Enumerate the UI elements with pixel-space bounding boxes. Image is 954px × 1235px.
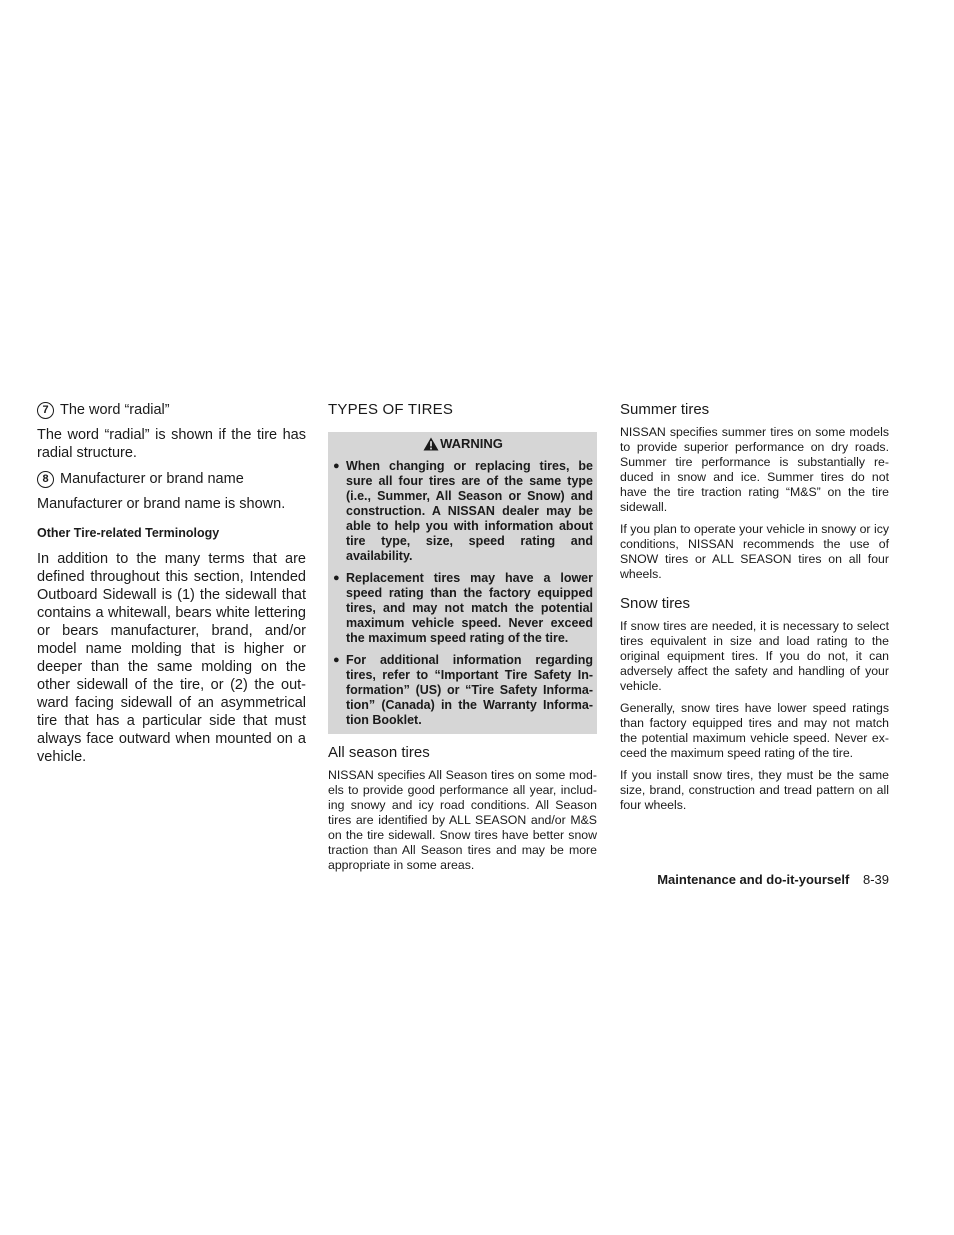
terminology-heading: Other Tire-related Terminology bbox=[37, 526, 220, 540]
snow-paragraph-2: Generally, snow tires have lower speed ratings than factory equipped tires and may not match the potential maximum vehicle speed. Never ex-ceed the maximum speed rating of the tire. bbox=[620, 701, 889, 760]
section-title: TYPES OF TIRES bbox=[328, 401, 454, 418]
warning-item-text: When changing or replacing tires, be sure all four tires are of the same type (i.e., Summer, All Season or Snow) and construction. A NISSAN dealer may be able to help you with information about tire type, size, speed rating and availability. bbox=[346, 459, 593, 563]
warning-item bbox=[333, 571, 593, 646]
snow-paragraph-1: If snow tires are needed, it is necessary to select tires equivalent in size and load rating to the original equipment tires. If you do not, it can adversely affect the safety and handling of your vehicle. bbox=[620, 619, 889, 693]
bullet-icon: ● bbox=[333, 654, 340, 666]
page-footer bbox=[657, 872, 889, 888]
warning-label: WARNING bbox=[440, 436, 503, 451]
warning-item bbox=[333, 459, 593, 564]
item-7-text: The word “radial” is shown if the tire has radial structure. bbox=[37, 427, 306, 461]
bullet-icon: ● bbox=[333, 572, 340, 584]
warning-triangle-icon bbox=[423, 437, 439, 451]
terminology-text: In addition to the many terms that are defined throughout this section, Intended Outboard Sidewall is (1) the sidewall that contains a whitewall, bears white lettering or bears manufacturer, brand, and/or model name molding that is higher or deeper than the same molding on the other sidewall of the tire, or (2) the out-ward facing sidewall of an asymmetrical tire that has a particular side that must always face outward when mounted on a vehicle. bbox=[37, 551, 306, 765]
item-7-heading bbox=[37, 401, 306, 419]
bullet-icon: ● bbox=[333, 460, 340, 472]
page-number: 8-39 bbox=[862, 872, 889, 887]
snow-heading: Snow tires bbox=[620, 595, 691, 612]
snow-paragraph-3: If you install snow tires, they must be the same size, brand, construction and tread pattern on all four wheels. bbox=[620, 768, 889, 812]
circled-number-7: 7 bbox=[37, 402, 54, 419]
item-8-text: Manufacturer or brand name is shown. bbox=[37, 496, 286, 512]
circled-number-8: 8 bbox=[37, 471, 54, 488]
item-8-title: Manufacturer or brand name bbox=[60, 471, 244, 487]
warning-box bbox=[328, 432, 597, 734]
middle-column bbox=[328, 401, 597, 880]
warning-item-text: For additional information regarding tires, refer to “Important Tire Safety In-formation” (US) or “Tire Safety Informa-tion” (Canada) in the Warranty Informa-tion Booklet. bbox=[346, 653, 593, 727]
warning-header bbox=[333, 436, 593, 452]
summer-heading: Summer tires bbox=[620, 401, 710, 418]
warning-item-text: Replacement tires may have a lower speed rating than the factory equipped tires, and may not match the potential maximum vehicle speed. Never exceed the maximum speed rating of the tire. bbox=[346, 571, 593, 645]
right-column bbox=[620, 401, 889, 820]
warning-item bbox=[333, 653, 593, 728]
summer-paragraph-2: If you plan to operate your vehicle in snowy or icy conditions, NISSAN recommends the use of SNOW tires or ALL SEASON tires on all four wheels. bbox=[620, 522, 889, 581]
left-column bbox=[37, 401, 306, 774]
all-season-text: NISSAN specifies All Season tires on some mod-els to provide good performance all year, includ-ing snowy and icy road conditions. All Season tires are identified by ALL SEASON and/or M&S on the tire sidewall. Snow tires have better snow traction than All Season tires and may be more appropriate in some areas. bbox=[328, 768, 597, 872]
item-7-title: The word “radial” bbox=[60, 402, 170, 418]
item-8-heading bbox=[37, 470, 306, 488]
footer-chapter-title: Maintenance and do-it-yourself bbox=[657, 872, 850, 887]
all-season-heading: All season tires bbox=[328, 744, 430, 761]
summer-paragraph-1: NISSAN specifies summer tires on some models to provide superior performance on dry roads. Summer tire performance is substantially re-duced in snow and ice. Summer tires do not have the tire traction rating “M&S” on the tire sidewall. bbox=[620, 425, 889, 514]
